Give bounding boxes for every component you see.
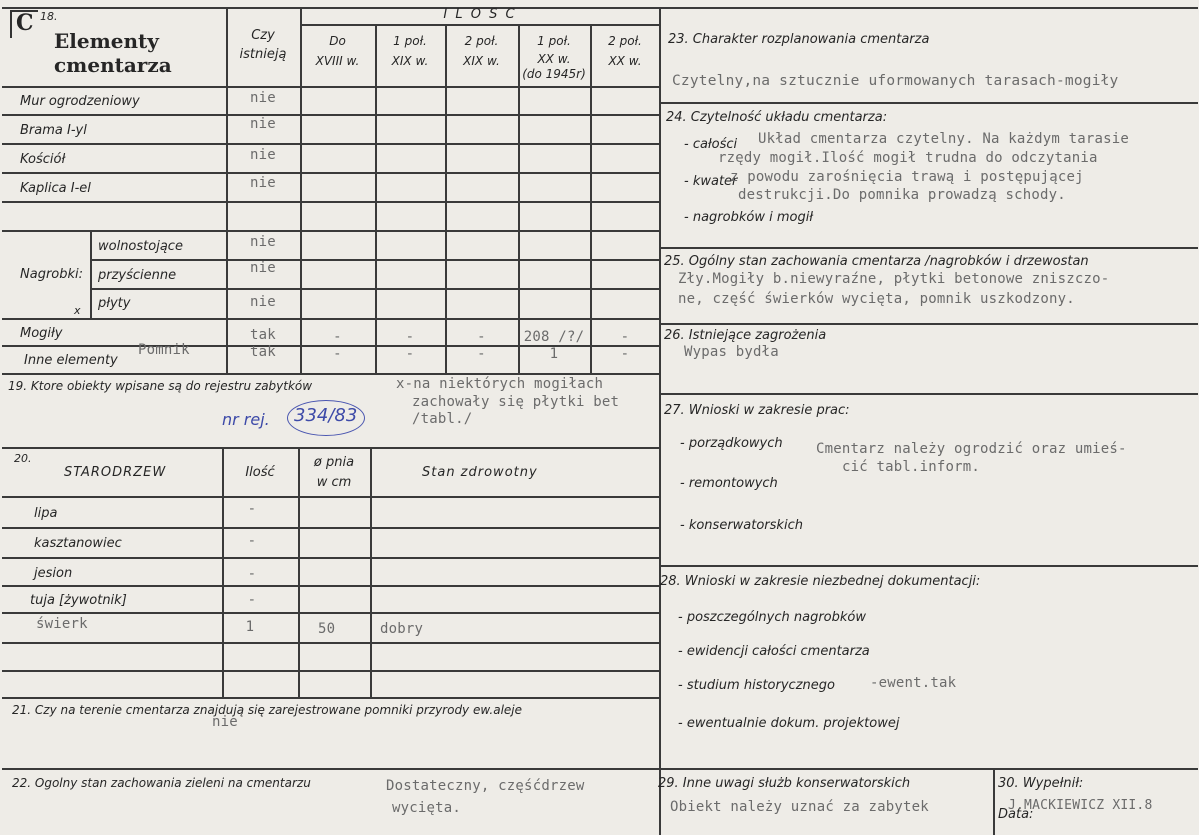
period-col-1-b: XVIII w. bbox=[315, 54, 360, 68]
s25-bottom bbox=[660, 323, 1198, 325]
mogily-label: Mogiły bbox=[20, 326, 63, 341]
inne-val-4: 1 bbox=[549, 346, 559, 362]
s24-typed-2: rzędy mogił.Ilość mogił trudna do odczytania bbox=[718, 150, 1098, 166]
row-label-kosciol: Kościół bbox=[20, 152, 66, 167]
row-exists-kaplica: nie bbox=[250, 175, 276, 191]
s20-row-line bbox=[2, 642, 660, 644]
s20-row-line bbox=[2, 585, 660, 587]
mogily-val-2: - bbox=[405, 329, 415, 345]
s21-bottom bbox=[2, 768, 660, 770]
s28-item-4: - ewentualnie dokum. projektowej bbox=[678, 716, 900, 731]
s18-row-line bbox=[2, 143, 660, 145]
tree-count-4: - bbox=[247, 592, 257, 608]
nagrobki-wolnostojace-exists: nie bbox=[250, 234, 276, 250]
s27-item-konserwatorskich: - konserwatorskich bbox=[680, 518, 803, 533]
s20-header-health: Stan zdrowotny bbox=[422, 465, 538, 480]
s20-header-count: Ilość bbox=[245, 465, 275, 480]
s27-typed-2: cić tabl.inform. bbox=[842, 459, 981, 475]
s28-bottom bbox=[660, 768, 1198, 770]
s24-typed-3: z powodu zarośnięcia trawą i postępującej bbox=[730, 169, 1084, 185]
s20-header-tree: STARODRZEW bbox=[64, 465, 167, 480]
period-col-4-c: (do 1945r) bbox=[522, 67, 586, 81]
tree-count-1: - bbox=[247, 501, 257, 517]
col-exists-1: Czy bbox=[251, 28, 275, 43]
s27-item-porzadkowych: - porządkowych bbox=[680, 436, 783, 451]
ilosc-underline bbox=[300, 24, 660, 26]
s26-label: 26. Istniejące zagrożenia bbox=[664, 328, 827, 343]
s30-answer: J.MACKIEWICZ XII.8 bbox=[1008, 798, 1153, 813]
s22-answer-1: Dostateczny, częśćdrzew bbox=[386, 778, 585, 794]
inne-exists: tak bbox=[250, 344, 276, 360]
s28-label: 28. Wnioski w zakresie niezbednej dokumentacji: bbox=[660, 574, 981, 589]
s19-typed-2: zachowały się płytki bet bbox=[412, 394, 620, 410]
s18-row-line bbox=[2, 318, 660, 320]
s19-register-prefix: nr rej. bbox=[222, 410, 270, 429]
row-exists-mur: nie bbox=[250, 90, 276, 106]
nagrobki-plyty: płyty bbox=[98, 296, 131, 311]
s20-bottom bbox=[2, 697, 660, 699]
s24-typed-1: Układ cmentarza czytelny. Na każdym tarasie bbox=[758, 131, 1130, 147]
inne-val-2: - bbox=[405, 346, 415, 362]
ilosc-header: I L O S C bbox=[443, 7, 517, 22]
s18-row-line bbox=[2, 230, 660, 232]
s21-label: 21. Czy na terenie cmentarza znajdują się zarejestrowane pomniki przyrody ew.aleje bbox=[12, 703, 523, 717]
s20-col-line bbox=[370, 447, 372, 697]
row-label-kaplica: Kaplica I-el bbox=[20, 181, 91, 196]
mogily-val-5: - bbox=[620, 329, 630, 345]
tree-name-3: jesion bbox=[34, 566, 73, 581]
mogily-val-1: - bbox=[333, 329, 342, 345]
s20-row-line bbox=[2, 557, 660, 559]
s20-row-line bbox=[2, 612, 660, 614]
card-letter: C bbox=[16, 10, 34, 36]
s19-typed-1: x-na niektórych mogiłach bbox=[396, 376, 604, 392]
inne-val-5: - bbox=[620, 346, 630, 362]
s25-label: 25. Ogólny stan zachowania cmentarza /nagrobków i drzewostan bbox=[664, 254, 1089, 269]
period-col-4-a: 1 poł. bbox=[537, 34, 571, 48]
inne-typed: Pomnik bbox=[138, 342, 190, 358]
tree-name-1: lipa bbox=[34, 506, 58, 521]
nagrobki-wolnostojace: wolnostojące bbox=[98, 239, 183, 254]
row-exists-kosciol: nie bbox=[250, 147, 276, 163]
s18-col-line bbox=[375, 24, 377, 373]
s18-row-line bbox=[2, 114, 660, 116]
s29-divider bbox=[993, 768, 995, 835]
s26-answer: Wypas bydła bbox=[684, 344, 779, 360]
inne-label: Inne elementy bbox=[24, 353, 118, 368]
period-col-4-b: XX w. bbox=[537, 52, 571, 66]
col-exists-2: istnieją bbox=[239, 47, 287, 62]
tree-count-5: 1 bbox=[245, 619, 255, 635]
s30-date-label: Data: bbox=[998, 807, 1034, 822]
tree-name-4: tuja [żywotnik] bbox=[30, 593, 127, 608]
s20-header-diam-2: w cm bbox=[316, 475, 352, 490]
tree-name-2: kasztanowiec bbox=[34, 536, 122, 551]
s20-number: 20. bbox=[14, 452, 32, 465]
period-col-5-a: 2 poł. bbox=[608, 34, 642, 48]
s18-nagrobki-line bbox=[90, 230, 92, 318]
s19-register-number: 334/83 bbox=[294, 405, 358, 426]
s18-number: 18. bbox=[40, 10, 58, 23]
s20-row-line bbox=[2, 527, 660, 529]
s30-label: 30. Wypełnił: bbox=[998, 776, 1084, 791]
nagrobki-label: Nagrobki: bbox=[20, 267, 84, 282]
s18-header-bottom bbox=[2, 86, 660, 88]
s27-label: 27. Wnioski w zakresie prac: bbox=[664, 403, 850, 418]
s28-item-2: - ewidencji całości cmentarza bbox=[678, 644, 870, 659]
s18-bottom bbox=[2, 373, 660, 375]
s19-bottom bbox=[2, 447, 660, 449]
row-exists-brama: nie bbox=[250, 116, 276, 132]
nagrobki-x-mark: x bbox=[74, 304, 81, 317]
period-col-2-a: 1 poł. bbox=[393, 34, 427, 48]
tree-count-3: - bbox=[247, 566, 257, 582]
nagrobki-plyty-exists: nie bbox=[250, 294, 276, 310]
s18-col-line bbox=[590, 24, 592, 373]
period-col-3-b: XIX w. bbox=[463, 54, 500, 68]
s27-item-remontowych: - remontowych bbox=[680, 476, 778, 491]
s24-item-nagrobkow: - nagrobków i mogił bbox=[684, 210, 814, 225]
period-col-3-a: 2 poł. bbox=[464, 34, 499, 48]
period-col-5-b: XX w. bbox=[608, 54, 642, 68]
s19-typed-3: /tabl./ bbox=[412, 411, 473, 427]
s20-row-line bbox=[2, 670, 660, 672]
s18-title-2: cmentarza bbox=[54, 53, 172, 77]
s24-typed-4: destrukcji.Do pomnika prowadzą schody. bbox=[738, 187, 1066, 203]
period-col-2-b: XIX w. bbox=[391, 54, 429, 68]
period-col-1-a: Do bbox=[329, 34, 346, 48]
s29-label: 29. Inne uwagi służb konserwatorskich bbox=[658, 776, 911, 791]
s22-answer-2: wycięta. bbox=[392, 800, 462, 816]
mogily-exists: tak bbox=[250, 327, 276, 343]
s29-answer: Obiekt należy uznać za zabytek bbox=[670, 799, 929, 815]
s28-item-1: - poszczególnych nagrobków bbox=[678, 610, 866, 625]
s26-bottom bbox=[660, 393, 1198, 395]
s18-row-line bbox=[2, 172, 660, 174]
s25-typed-2: ne, część świerków wycięta, pomnik uszkodzony. bbox=[678, 291, 1075, 307]
inne-val-1: - bbox=[333, 346, 342, 362]
s23-answer: Czytelny,na sztucznie uformowanych tarasach-mogiły bbox=[672, 73, 1119, 89]
s18-row-line bbox=[2, 201, 660, 203]
s20-header-bottom bbox=[2, 496, 660, 498]
s23-label: 23. Charakter rozplanowania cmentarza bbox=[668, 32, 930, 47]
mogily-val-3: - bbox=[477, 329, 486, 345]
s24-item-kwater: - kwater bbox=[684, 174, 738, 189]
s23-bottom bbox=[660, 102, 1198, 104]
s18-col-line bbox=[445, 24, 447, 373]
tree-count-2: - bbox=[247, 533, 257, 549]
row-label-brama: Brama I-yl bbox=[20, 123, 87, 138]
nagrobki-przyscienne: przyścienne bbox=[98, 268, 177, 283]
s28-item-3: - studium historycznego bbox=[678, 678, 835, 693]
s25-typed-1: Zły.Mogiły b.niewyraźne, płytki betonowe zniszczo- bbox=[678, 271, 1110, 287]
s24-bottom bbox=[660, 247, 1198, 249]
row-label-mur: Mur ogrodzeniowy bbox=[20, 94, 140, 109]
nagrobki-przyscienne-exists: nie bbox=[250, 260, 276, 276]
main-divider bbox=[659, 7, 661, 835]
s21-answer: nie bbox=[212, 714, 238, 730]
mogily-val-4: 208 /?/ bbox=[523, 329, 585, 345]
s27-bottom bbox=[660, 565, 1198, 567]
s20-header-diam-1: ø pnia bbox=[313, 455, 355, 470]
tree-name-5: świerk bbox=[36, 616, 88, 632]
tree-diam-5: 50 bbox=[318, 621, 336, 637]
s22-label: 22. Ogolny stan zachowania zieleni na cmentarzu bbox=[12, 776, 311, 790]
s27-typed-1: Cmentarz należy ogrodzić oraz umieś- bbox=[816, 441, 1127, 457]
s28-item-3-answer: -ewent.tak bbox=[870, 675, 957, 691]
s18-title-1: Elementy bbox=[54, 29, 159, 53]
s24-item-calosci: - całości bbox=[684, 137, 738, 152]
inne-val-3: - bbox=[477, 346, 486, 362]
s19-label: 19. Ktore obiekty wpisane są do rejestru zabytków bbox=[8, 379, 313, 393]
tree-health-5: dobry bbox=[380, 621, 424, 637]
s24-label: 24. Czytelność układu cmentarza: bbox=[666, 110, 888, 125]
